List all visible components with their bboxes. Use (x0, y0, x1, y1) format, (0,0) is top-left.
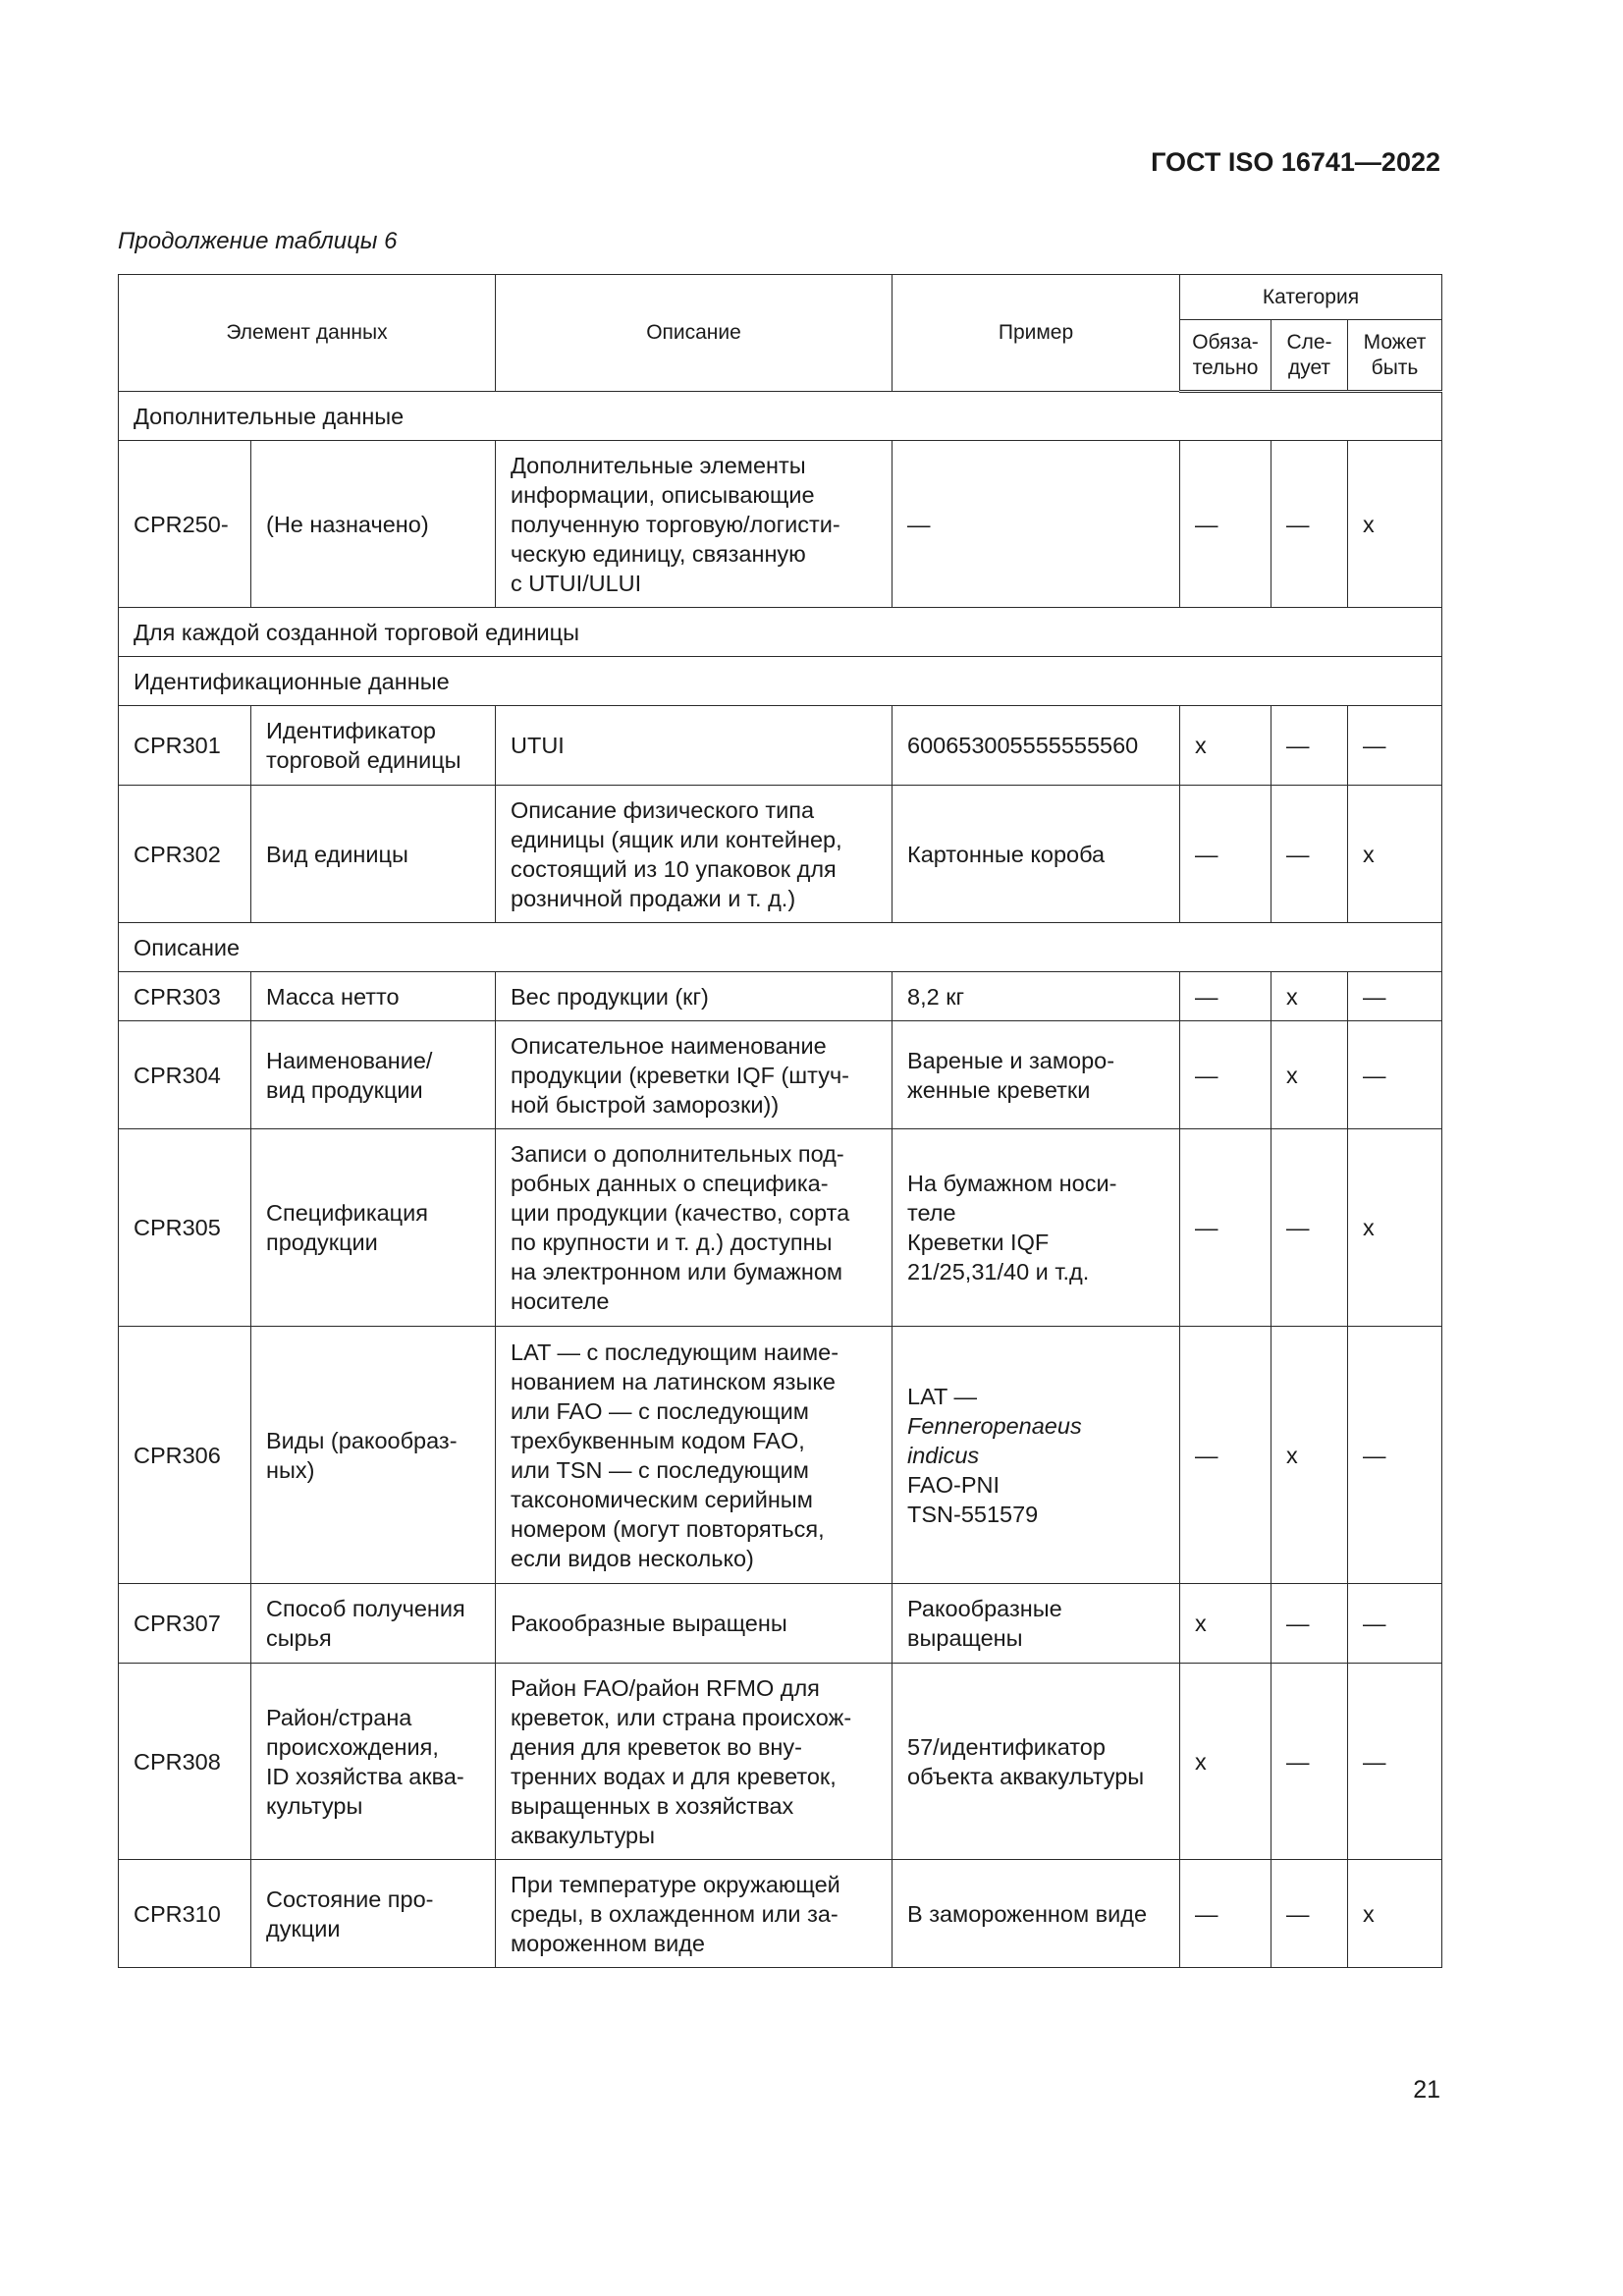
section-row (119, 392, 1442, 441)
may-cell: x (1348, 1129, 1442, 1327)
should-cell: — (1271, 786, 1348, 923)
mandatory-cell: — (1180, 441, 1271, 608)
mandatory-cell: — (1180, 972, 1271, 1021)
code-cell: CPR250- (119, 441, 251, 608)
example-species-epithet: indicus (907, 1442, 980, 1468)
example-cell: Ракообразные выращены (893, 1584, 1180, 1664)
example-cell: На бумажном носи- теле Креветки IQF 21/25,31/40 и т.д. (893, 1129, 1180, 1327)
example-species-genus: Fenneropenaeus (907, 1412, 1082, 1439)
mandatory-cell: — (1180, 1327, 1271, 1584)
data-table (118, 274, 1442, 1968)
name-cell: Вид единицы (251, 786, 496, 923)
desc-cell: При температуре окружающей среды, в охлажденном или за- мороженном виде (496, 1860, 893, 1968)
should-cell: — (1271, 1584, 1348, 1664)
document-code: ГОСТ ISO 16741—2022 (1151, 147, 1440, 177)
desc-cell: Дополнительные элементы информации, описывающие полученную торговую/логисти- ческую единицу, связанную с UTUI/ULUI (496, 441, 893, 608)
may-cell: x (1348, 786, 1442, 923)
table-row (119, 1327, 1442, 1584)
code-cell: CPR306 (119, 1327, 251, 1584)
header-example: Пример (893, 275, 1180, 392)
desc-cell: UTUI (496, 706, 893, 786)
should-cell: x (1271, 972, 1348, 1021)
should-cell: — (1271, 1664, 1348, 1860)
should-cell: — (1271, 1129, 1348, 1327)
section-row (119, 923, 1442, 972)
example-cell: — (893, 441, 1180, 608)
name-cell: Виды (ракообраз- ных) (251, 1327, 496, 1584)
mandatory-cell: x (1180, 1664, 1271, 1860)
example-cell: В замороженном виде (893, 1860, 1180, 1968)
may-cell: — (1348, 972, 1442, 1021)
desc-cell: LAT — с последующим наиме- нованием на латинском языке или FAO — с последующим трехбуквенным кодом FAO, или TSN — с последующим таксономическим серийным номером (могут повторяться, если видов несколько) (496, 1327, 893, 1584)
name-cell: Идентификатор торговой единицы (251, 706, 496, 786)
header-cat-mandatory: Обяза- тельно (1180, 320, 1271, 392)
code-cell: CPR308 (119, 1664, 251, 1860)
name-cell: (Не назначено) (251, 441, 496, 608)
may-cell: — (1348, 1021, 1442, 1129)
mandatory-cell: x (1180, 706, 1271, 786)
mandatory-cell: — (1180, 786, 1271, 923)
should-cell: — (1271, 1860, 1348, 1968)
example-cell (893, 1327, 1180, 1584)
table-caption: Продолжение таблицы 6 (118, 228, 398, 254)
header-element: Элемент данных (119, 275, 496, 392)
code-cell: CPR310 (119, 1860, 251, 1968)
name-cell: Способ получения сырья (251, 1584, 496, 1664)
code-cell: CPR307 (119, 1584, 251, 1664)
table-row (119, 1860, 1442, 1968)
name-cell: Состояние про- дукции (251, 1860, 496, 1968)
section-row (119, 657, 1442, 706)
desc-cell: Ракообразные выращены (496, 1584, 893, 1664)
should-cell: — (1271, 441, 1348, 608)
code-cell: CPR301 (119, 706, 251, 786)
mandatory-cell: — (1180, 1021, 1271, 1129)
table-row (119, 1129, 1442, 1327)
should-cell: x (1271, 1327, 1348, 1584)
table-row (119, 706, 1442, 786)
code-cell: CPR304 (119, 1021, 251, 1129)
section-row (119, 608, 1442, 657)
page-number: 21 (1413, 2076, 1440, 2104)
mandatory-cell: x (1180, 1584, 1271, 1664)
name-cell: Масса нетто (251, 972, 496, 1021)
desc-cell: Вес продукции (кг) (496, 972, 893, 1021)
should-cell: — (1271, 706, 1348, 786)
table-row (119, 441, 1442, 608)
header-cat-should: Сле- дует (1271, 320, 1348, 392)
name-cell: Район/страна происхождения, ID хозяйства аква- культуры (251, 1664, 496, 1860)
example-fao: FAO-PNI (907, 1471, 1001, 1498)
mandatory-cell: — (1180, 1129, 1271, 1327)
section-description: Описание (119, 923, 1442, 972)
may-cell: — (1348, 1327, 1442, 1584)
example-lat: LAT — (907, 1383, 977, 1409)
desc-cell: Описательное наименование продукции (креветки IQF (штуч- ной быстрой заморозки)) (496, 1021, 893, 1129)
may-cell: — (1348, 706, 1442, 786)
should-cell: x (1271, 1021, 1348, 1129)
section-per-unit: Для каждой созданной торговой единицы (119, 608, 1442, 657)
section-ident: Идентификационные данные (119, 657, 1442, 706)
may-cell: — (1348, 1584, 1442, 1664)
table-row (119, 1021, 1442, 1129)
code-cell: CPR305 (119, 1129, 251, 1327)
may-cell: x (1348, 441, 1442, 608)
desc-cell: Описание физического типа единицы (ящик или контейнер, состоящий из 10 упаковок для розничной продажи и т. д.) (496, 786, 893, 923)
header-category: Категория (1180, 275, 1442, 320)
example-cell: 8,2 кг (893, 972, 1180, 1021)
name-cell: Спецификация продукции (251, 1129, 496, 1327)
header-description: Описание (496, 275, 893, 392)
section-additional: Дополнительные данные (119, 392, 1442, 441)
header-cat-may: Может быть (1348, 320, 1442, 392)
code-cell: CPR302 (119, 786, 251, 923)
desc-cell: Записи о дополнительных под- робных данных о специфика- ции продукции (качество, сорта по крупности и т. д.) доступны на электронном или бумажном носителе (496, 1129, 893, 1327)
code-cell: CPR303 (119, 972, 251, 1021)
example-cell: Картонные короба (893, 786, 1180, 923)
may-cell: — (1348, 1664, 1442, 1860)
table-row (119, 972, 1442, 1021)
example-tsn: TSN-551579 (907, 1501, 1039, 1527)
table-row (119, 1664, 1442, 1860)
may-cell: x (1348, 1860, 1442, 1968)
example-cell: 57/идентификатор объекта аквакультуры (893, 1664, 1180, 1860)
table-row (119, 1584, 1442, 1664)
name-cell: Наименование/ вид продукции (251, 1021, 496, 1129)
example-cell: 600653005555555560 (893, 706, 1180, 786)
table-row (119, 786, 1442, 923)
mandatory-cell: — (1180, 1860, 1271, 1968)
example-cell: Вареные и заморо- женные креветки (893, 1021, 1180, 1129)
desc-cell: Район FAO/район RFMO для креветок, или страна происхож- дения для креветок во вну- тренних водах и для креветок, выращенных в хозяйствах аквакультуры (496, 1664, 893, 1860)
